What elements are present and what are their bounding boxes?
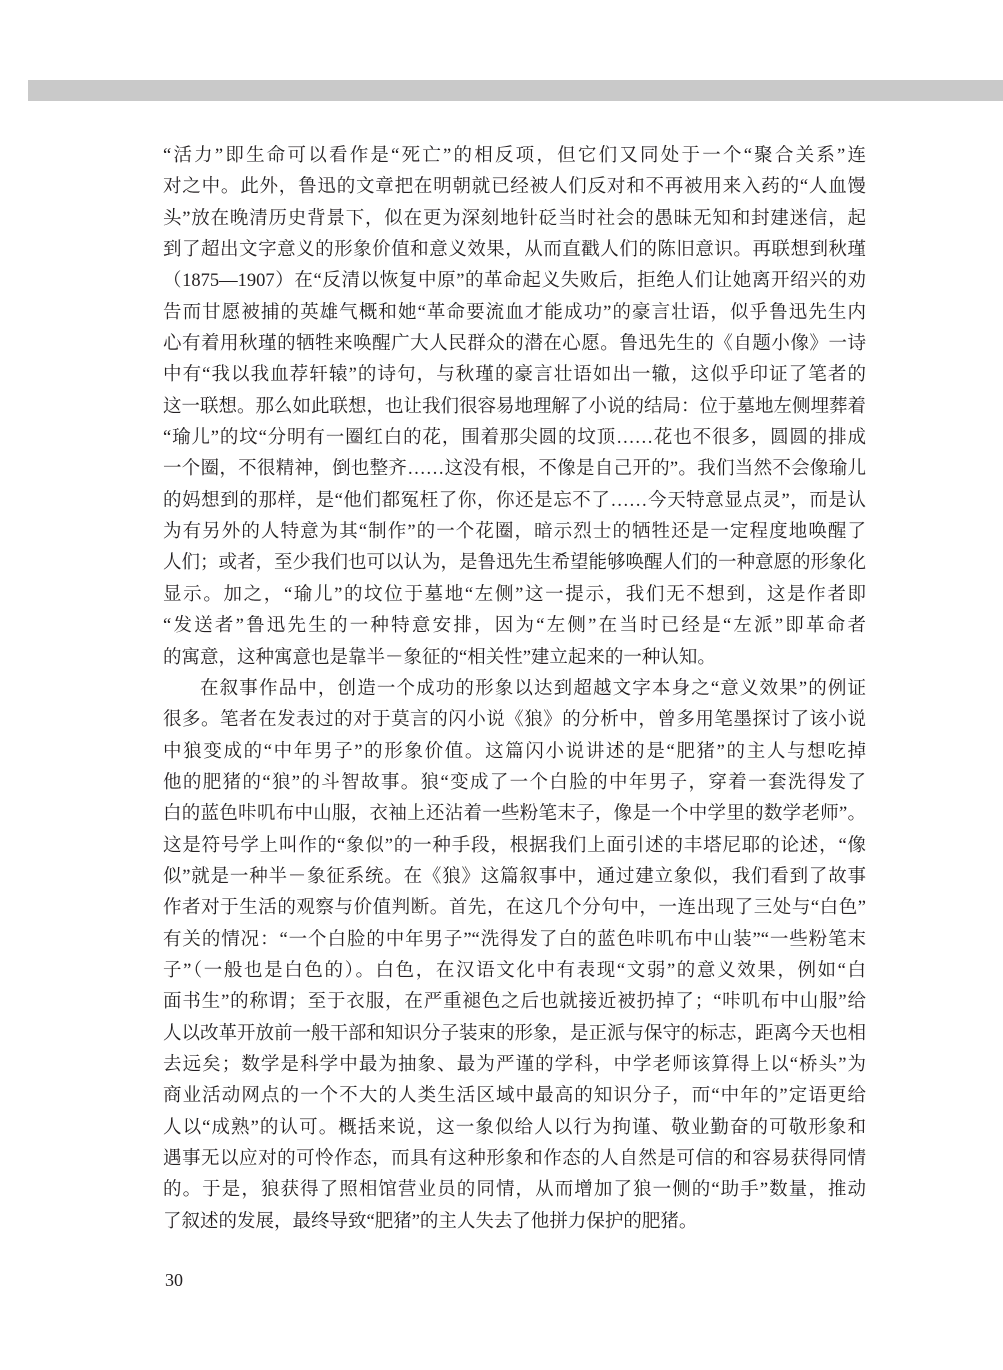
page-number: 30 (165, 1270, 183, 1290)
text-line: 到了超出文字意义的形象价值和意义效果，从而直戳人们的陈旧意识。再联想到秋瑾 (163, 240, 866, 261)
text-line: 他的肥猪的“狼”的斗智故事。狼“变成了一个白脸的中年男子，穿着一套洗得发了 (163, 772, 866, 793)
text-line: 有关的情况：“一个白脸的中年男子”“洗得发了白的蓝色咔叽布中山装”“一些粉笔末 (163, 929, 866, 950)
text-line: 了叙述的发展，最终导致“肥猪”的主人失去了他拼力保护的肥猪。 (163, 1211, 698, 1232)
text-line: 商业活动网点的一个不大的人类生活区域中最高的知识分子，而“中年的”定语更给 (163, 1086, 866, 1107)
text-line: 中狼变成的“中年男子”的形象价值。这篇闪小说讲述的是“肥猪”的主人与想吃掉 (163, 741, 866, 762)
text-line: “活力”即生命可以看作是“死亡”的相反项，但它们又同处于一个“聚合关系”连 (163, 146, 866, 166)
text-line: 告而甘愿被捕的英雄气概和她“革命要流血才能成功”的豪言壮语，似乎鲁迅先生内 (163, 302, 866, 323)
text-line: 这一联想。那么如此联想，也让我们很容易地理解了小说的结局：位于墓地左侧埋葬着 (163, 396, 867, 417)
text-line: 心有着用秋瑾的牺牲来唤醒广大人民群众的潜在心愿。鲁迅先生的《自题小像》一诗 (163, 334, 866, 355)
text-line: 对之中。此外，鲁迅的文章把在明朝就已经被人们反对和不再被用来入药的“人血馒 (163, 177, 866, 198)
paragraph (163, 141, 866, 674)
text-line: 一个圈，不很精神，倒也整齐……这没有根，不像是自己开的”。我们当然不会像瑜儿 (163, 459, 866, 480)
text-line: “发送者”鲁迅先生的一种特意安排，因为“左侧”在当时已经是“左派”即革命者 (163, 616, 866, 637)
text-line: 这是符号学上叫作的“象似”的一种手段，根据我们上面引述的丰塔尼耶的论述，“像 (163, 835, 866, 856)
text-line: 作者对于生活的观察与价值判断。首先，在这几个分句中，一连出现了三处与“白色” (163, 898, 866, 919)
text-line: 遇事无以应对的可怜作态，而具有这种形象和作态的人自然是可信的和容易获得同情 (163, 1149, 866, 1169)
text-line: 去远矣；数学是科学中最为抽象、最为严谨的学科，中学老师该算得上以“桥头”为 (163, 1054, 866, 1075)
text-line: 面书生”的称谓；至于衣服，在严重褪色之后也就接近被扔掉了；“咔叽布中山服”给 (163, 992, 866, 1013)
text-line: 似”就是一种半－象征系统。在《狼》这篇叙事中，通过建立象似，我们看到了故事 (163, 866, 866, 887)
text-line: 在叙事作品中，创造一个成功的形象以达到超越文字本身之“意义效果”的例证 (200, 678, 866, 699)
text-line: 为有另外的人特意为其“制作”的一个花圈，暗示烈士的牺牲还是一定程度地唤醒了 (163, 522, 866, 543)
text-line: 人以改革开放前一般干部和知识分子装束的形象，是正派与保守的标志，距离今天也相 (163, 1023, 867, 1044)
text-line: 显示。加之，“瑜儿”的坟位于墓地“左侧”这一提示，我们无不想到，这是作者即 (163, 584, 866, 605)
body-text (163, 141, 866, 1238)
paragraph (163, 674, 866, 1238)
text-line: 中有“我以我血荐轩辕”的诗句，与秋瑾的豪言壮语如出一辙，这似乎印证了笔者的 (163, 365, 866, 386)
text-line: （1875—1907）在“反清以恢复中原”的革命起义失败后，拒绝人们让她离开绍兴的劝 (163, 271, 866, 292)
text-line: “瑜儿”的坟“分明有一圈红白的花，围着那尖圆的坟顶……花也不很多，圆圆的排成 (163, 428, 866, 449)
text-line: 的妈想到的那样，是“他们都冤枉了你，你还是忘不了……今天特意显点灵”，而是认 (163, 490, 866, 511)
text-line: 子”（一般也是白色的）。白色，在汉语文化中有表现“文弱”的意义效果，例如“白 (163, 960, 866, 981)
text-line: 人们；或者，至少我们也可以认为，是鲁迅先生希望能够唤醒人们的一种意愿的形象化 (163, 553, 867, 574)
header-bar (28, 80, 1003, 101)
text-line: 人以“成熟”的认可。概括来说，这一象似给人以行为拘谨、敬业勤奋的可敬形象和 (163, 1117, 866, 1138)
text-line: 很多。笔者在发表过的对于莫言的闪小说《狼》的分析中，曾多用笔墨探讨了该小说 (163, 710, 866, 731)
text-line: 头”放在晚清历史背景下，似在更为深刻地针砭当时社会的愚昧无知和封建迷信，起 (163, 208, 866, 229)
text-line: 白的蓝色咔叽布中山服，衣袖上还沾着一些粉笔末子，像是一个中学里的数学老师”。 (163, 804, 866, 825)
text-line: 的寓意，这种寓意也是靠半－象征的“相关性”建立起来的一种认知。 (163, 647, 716, 668)
text-line: 的。于是，狼获得了照相馆营业员的同情，从而增加了狼一侧的“助手”数量，推动 (163, 1180, 866, 1201)
